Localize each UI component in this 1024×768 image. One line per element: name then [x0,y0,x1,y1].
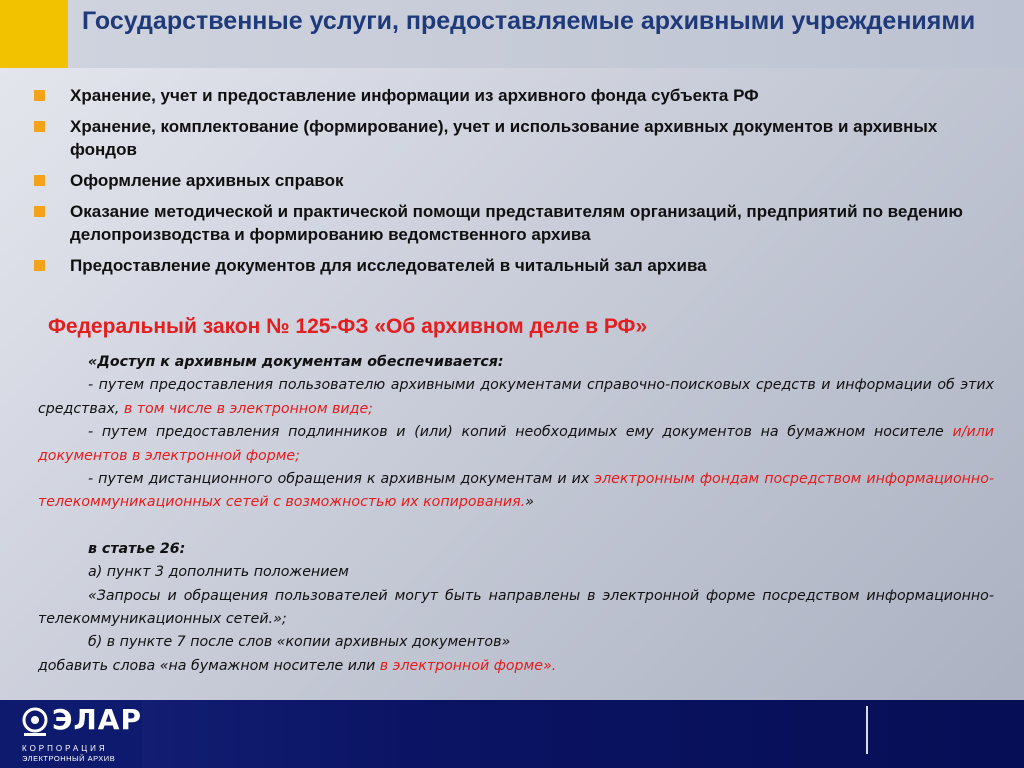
bullet-square-icon [34,121,45,132]
bullet-square-icon [34,90,45,101]
quote-item-1 [38,374,994,421]
company-logo [0,700,142,768]
list-item [30,84,1005,107]
logo-subtitle-1: КОРПОРАЦИЯ [22,744,108,753]
accent-square [0,0,68,68]
quote-item-2-text: - путем предоставления подлинников и (или) копий необходимых ему документов на бумажном носителе [88,424,953,441]
law-title: Федеральный закон № 125-ФЗ «Об архивном деле в РФ» [48,315,648,338]
title-bar [68,0,1024,68]
list-item [30,254,1005,277]
quote-item-3 [38,468,994,515]
footer-bar [0,700,1024,768]
list-item-text: Предоставление документов для исследователей в читальный зал архива [70,256,707,275]
quote-item-3-highlight: электронным фондам посредством информационно-телекоммуникационных сетей с возможностью их копирования. [38,471,995,511]
article-heading: в статье 26: [88,540,186,557]
add-words-text: добавить слова «на бумажном носителе или [38,657,380,674]
list-item [30,169,1005,192]
point-b: б) в пункте 7 после слов «копии архивных документов» [88,634,511,651]
point-a: а) пункт 3 дополнить положением [88,564,349,581]
slide-title: Государственные услуги, предоставляемые архивными учреждениями [82,7,976,35]
list-item-text: Оформление архивных справок [70,171,344,190]
bullet-square-icon [34,175,45,186]
quote-item-1-highlight: в том числе в электронном виде; [123,400,373,417]
quote-item-2-highlight: и/или документов в электронной форме; [38,424,994,464]
elar-logo-icon [22,707,48,737]
quote-item-3-text: - путем дистанционного обращения к архивным документам и их [88,471,595,488]
quote-item-2 [38,421,994,468]
list-item-text: Хранение, комплектование (формирование), учет и использование архивных документов и архивных фондов [70,117,938,159]
list-item-text: Хранение, учет и предоставление информации из архивного фонда субъекта РФ [70,86,759,105]
logo-subtitle-2: ЭЛЕКТРОННЫЙ АРХИВ [22,754,116,763]
bullet-square-icon [34,206,45,217]
logo-name: ЭЛАР [52,703,142,736]
point-a-quote: «Запросы и обращения пользователей могут быть направлены в электронной форме посредством информационно-телекоммуникационных сетей.»; [38,587,994,628]
services-list [30,84,1005,285]
list-item [30,200,1005,246]
bullet-square-icon [34,260,45,271]
add-words [38,655,994,678]
quote-item-3-end: » [525,494,534,511]
law-quote [38,351,994,678]
add-words-highlight: в электронной форме». [379,657,557,674]
quote-item-1-text: - путем предоставления пользователю архивными документами справочно-поисковых средств и информации об этих средствах, [38,377,994,417]
quote-heading: «Доступ к архивным документам обеспечивается: [88,354,504,370]
footer-divider [866,706,868,754]
list-item [30,115,1005,161]
spacer [38,515,994,538]
list-item-text: Оказание методической и практической помощи представителям организаций, предприятий по ведению делопроизводства и формированию ведомственного архива [70,202,963,244]
